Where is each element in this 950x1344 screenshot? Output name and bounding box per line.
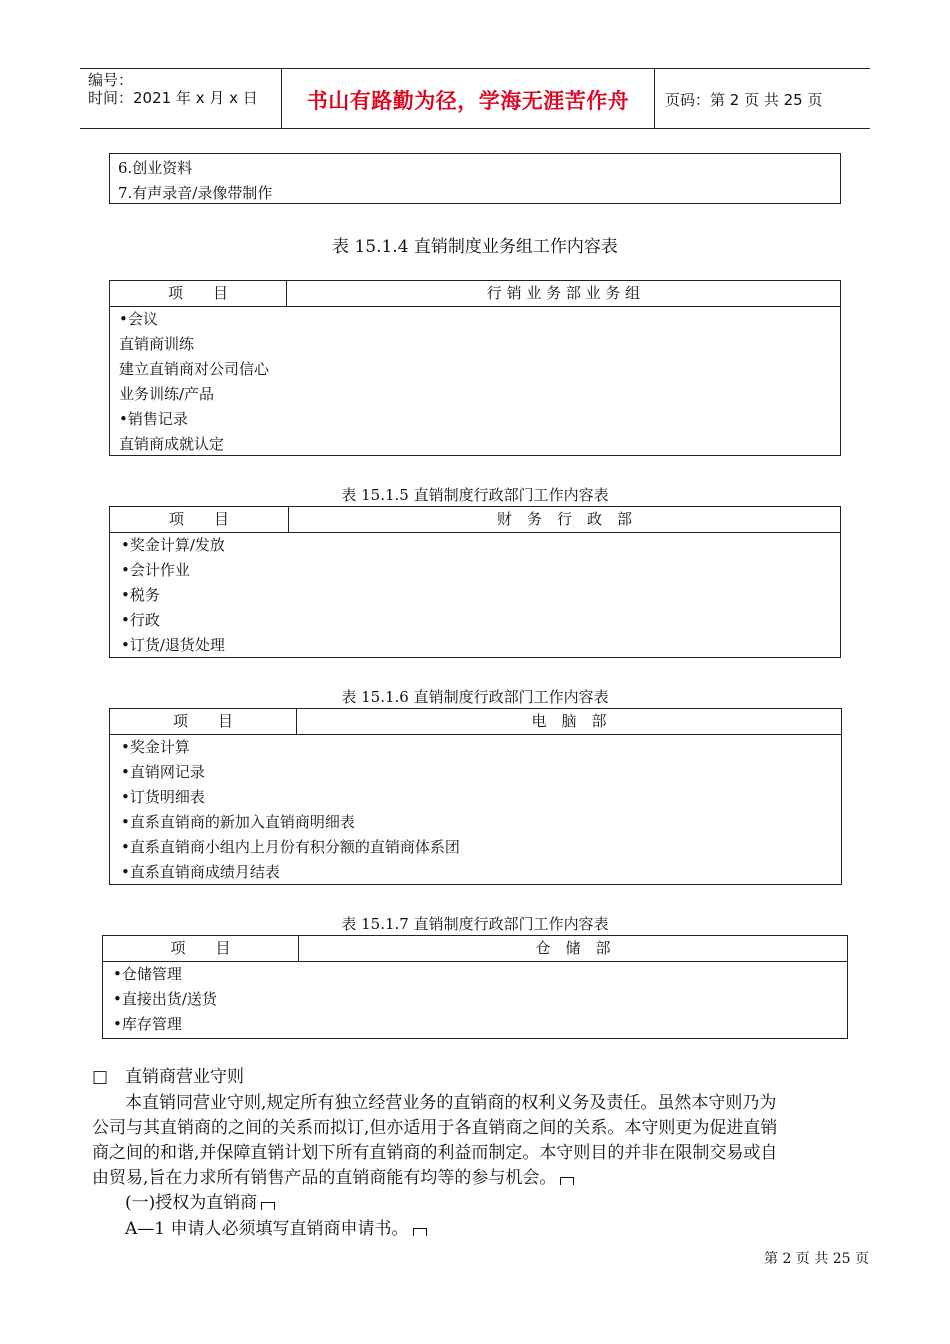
list-item: •直接出货/送货 [113, 990, 217, 1008]
list-item: •行政 [121, 611, 160, 629]
clause-text: A—1 申请人必须填写直销商申请书。 [125, 1219, 409, 1239]
table-body [113, 962, 217, 1037]
list-item: •奖金计算 [121, 738, 190, 756]
column-header-item: 项 目 [172, 712, 233, 730]
subheading [125, 1191, 275, 1216]
list-item: •会议 [119, 310, 158, 328]
work-table-business [109, 280, 841, 456]
footer-page-number: 第 2 页 共 25 页 [764, 1251, 869, 1267]
list-item: 业务训练/产品 [119, 385, 215, 403]
list-item: •直系直销商小组内上月份有积分额的直销商体系团 [121, 838, 460, 856]
paragraph-line [92, 1166, 574, 1191]
list-item: •直销网记录 [121, 763, 205, 781]
paragraph-line: 本直销同营业守则,规定所有独立经营业务的直销商的权利义务及责任。虽然本守则乃为 [125, 1093, 777, 1113]
list-item: •销售记录 [119, 410, 188, 428]
list-item: •直系直销商成绩月结表 [121, 863, 280, 881]
subheading-text: (一)授权为直销商 [125, 1193, 258, 1213]
list-item: •会计作业 [121, 561, 190, 579]
table-caption: 表 15.1.5 直销制度行政部门工作内容表 [341, 486, 609, 504]
work-table-finance [109, 506, 841, 658]
list-item: •仓储管理 [113, 965, 182, 983]
table-row: 6.创业资料 [118, 159, 193, 177]
table-header-row [110, 507, 840, 533]
table-header-row [110, 281, 840, 307]
column-header-department: 行 销 业 务 部 业 务 组 [486, 284, 641, 302]
paragraph-mark-icon [413, 1228, 427, 1236]
table-header-row [110, 709, 841, 735]
paragraph-line: 商之间的和谐,并保障直销计划下所有直销商的利益而制定。本守则目的并非在限制交易或自 [92, 1143, 778, 1163]
list-item: •直系直销商的新加入直销商明细表 [121, 813, 355, 831]
list-item: 直销商训练 [119, 335, 195, 353]
column-header-item: 项 目 [168, 510, 229, 528]
list-item: 直销商成就认定 [119, 435, 225, 453]
column-header-department: 电 脑 部 [531, 712, 607, 730]
list-item: •库存管理 [113, 1015, 182, 1033]
header-motto: 书山有路勤为径，学海无涯苦作舟 [306, 89, 630, 113]
paragraph-mark-icon [560, 1177, 574, 1185]
document-date: 时间：2021 年 x 月 x 日 [88, 89, 258, 107]
work-table-warehouse [102, 935, 848, 1039]
table-caption: 表 15.1.6 直销制度行政部门工作内容表 [341, 688, 609, 706]
table-header-row [103, 936, 847, 962]
table-caption: 表 15.1.4 直销制度业务组工作内容表 [332, 237, 618, 257]
paragraph-line: 公司与其直销商的之间的关系而拟订,但亦适用于各直销商之间的关系。本守则更为促进直销 [92, 1118, 778, 1138]
header-top-rule [80, 68, 870, 69]
table-body [121, 533, 225, 658]
header-bottom-rule [80, 128, 870, 129]
list-item: •税务 [121, 586, 160, 604]
table-body [119, 307, 269, 457]
column-header-item: 项 目 [167, 284, 228, 302]
continuation-table [109, 153, 841, 204]
table-caption: 表 15.1.7 直销制度行政部门工作内容表 [341, 915, 609, 933]
column-header-item: 项 目 [170, 939, 231, 957]
list-item: •订货明细表 [121, 788, 205, 806]
column-header-department: 财 务 行 政 部 [496, 510, 632, 528]
header-page-number: 页码：第 2 页 共 25 页 [665, 91, 823, 109]
list-item: •奖金计算/发放 [121, 536, 225, 554]
paragraph-text: 由贸易,旨在力求所有销售产品的直销商能有均等的参与机会。 [92, 1168, 557, 1188]
list-item: •订货/退货处理 [121, 636, 225, 654]
header-divider [654, 68, 655, 129]
table-body [121, 735, 460, 885]
section-heading: □ 直销商营业守则 [92, 1067, 245, 1087]
document-number-label: 编号： [88, 71, 134, 89]
column-header-department: 仓 储 部 [535, 939, 611, 957]
clause-line [125, 1217, 427, 1242]
work-table-computer [109, 708, 842, 885]
table-row: 7.有声录音/录像带制作 [118, 184, 273, 202]
paragraph-mark-icon [261, 1202, 275, 1210]
list-item: 建立直销商对公司信心 [119, 360, 270, 378]
